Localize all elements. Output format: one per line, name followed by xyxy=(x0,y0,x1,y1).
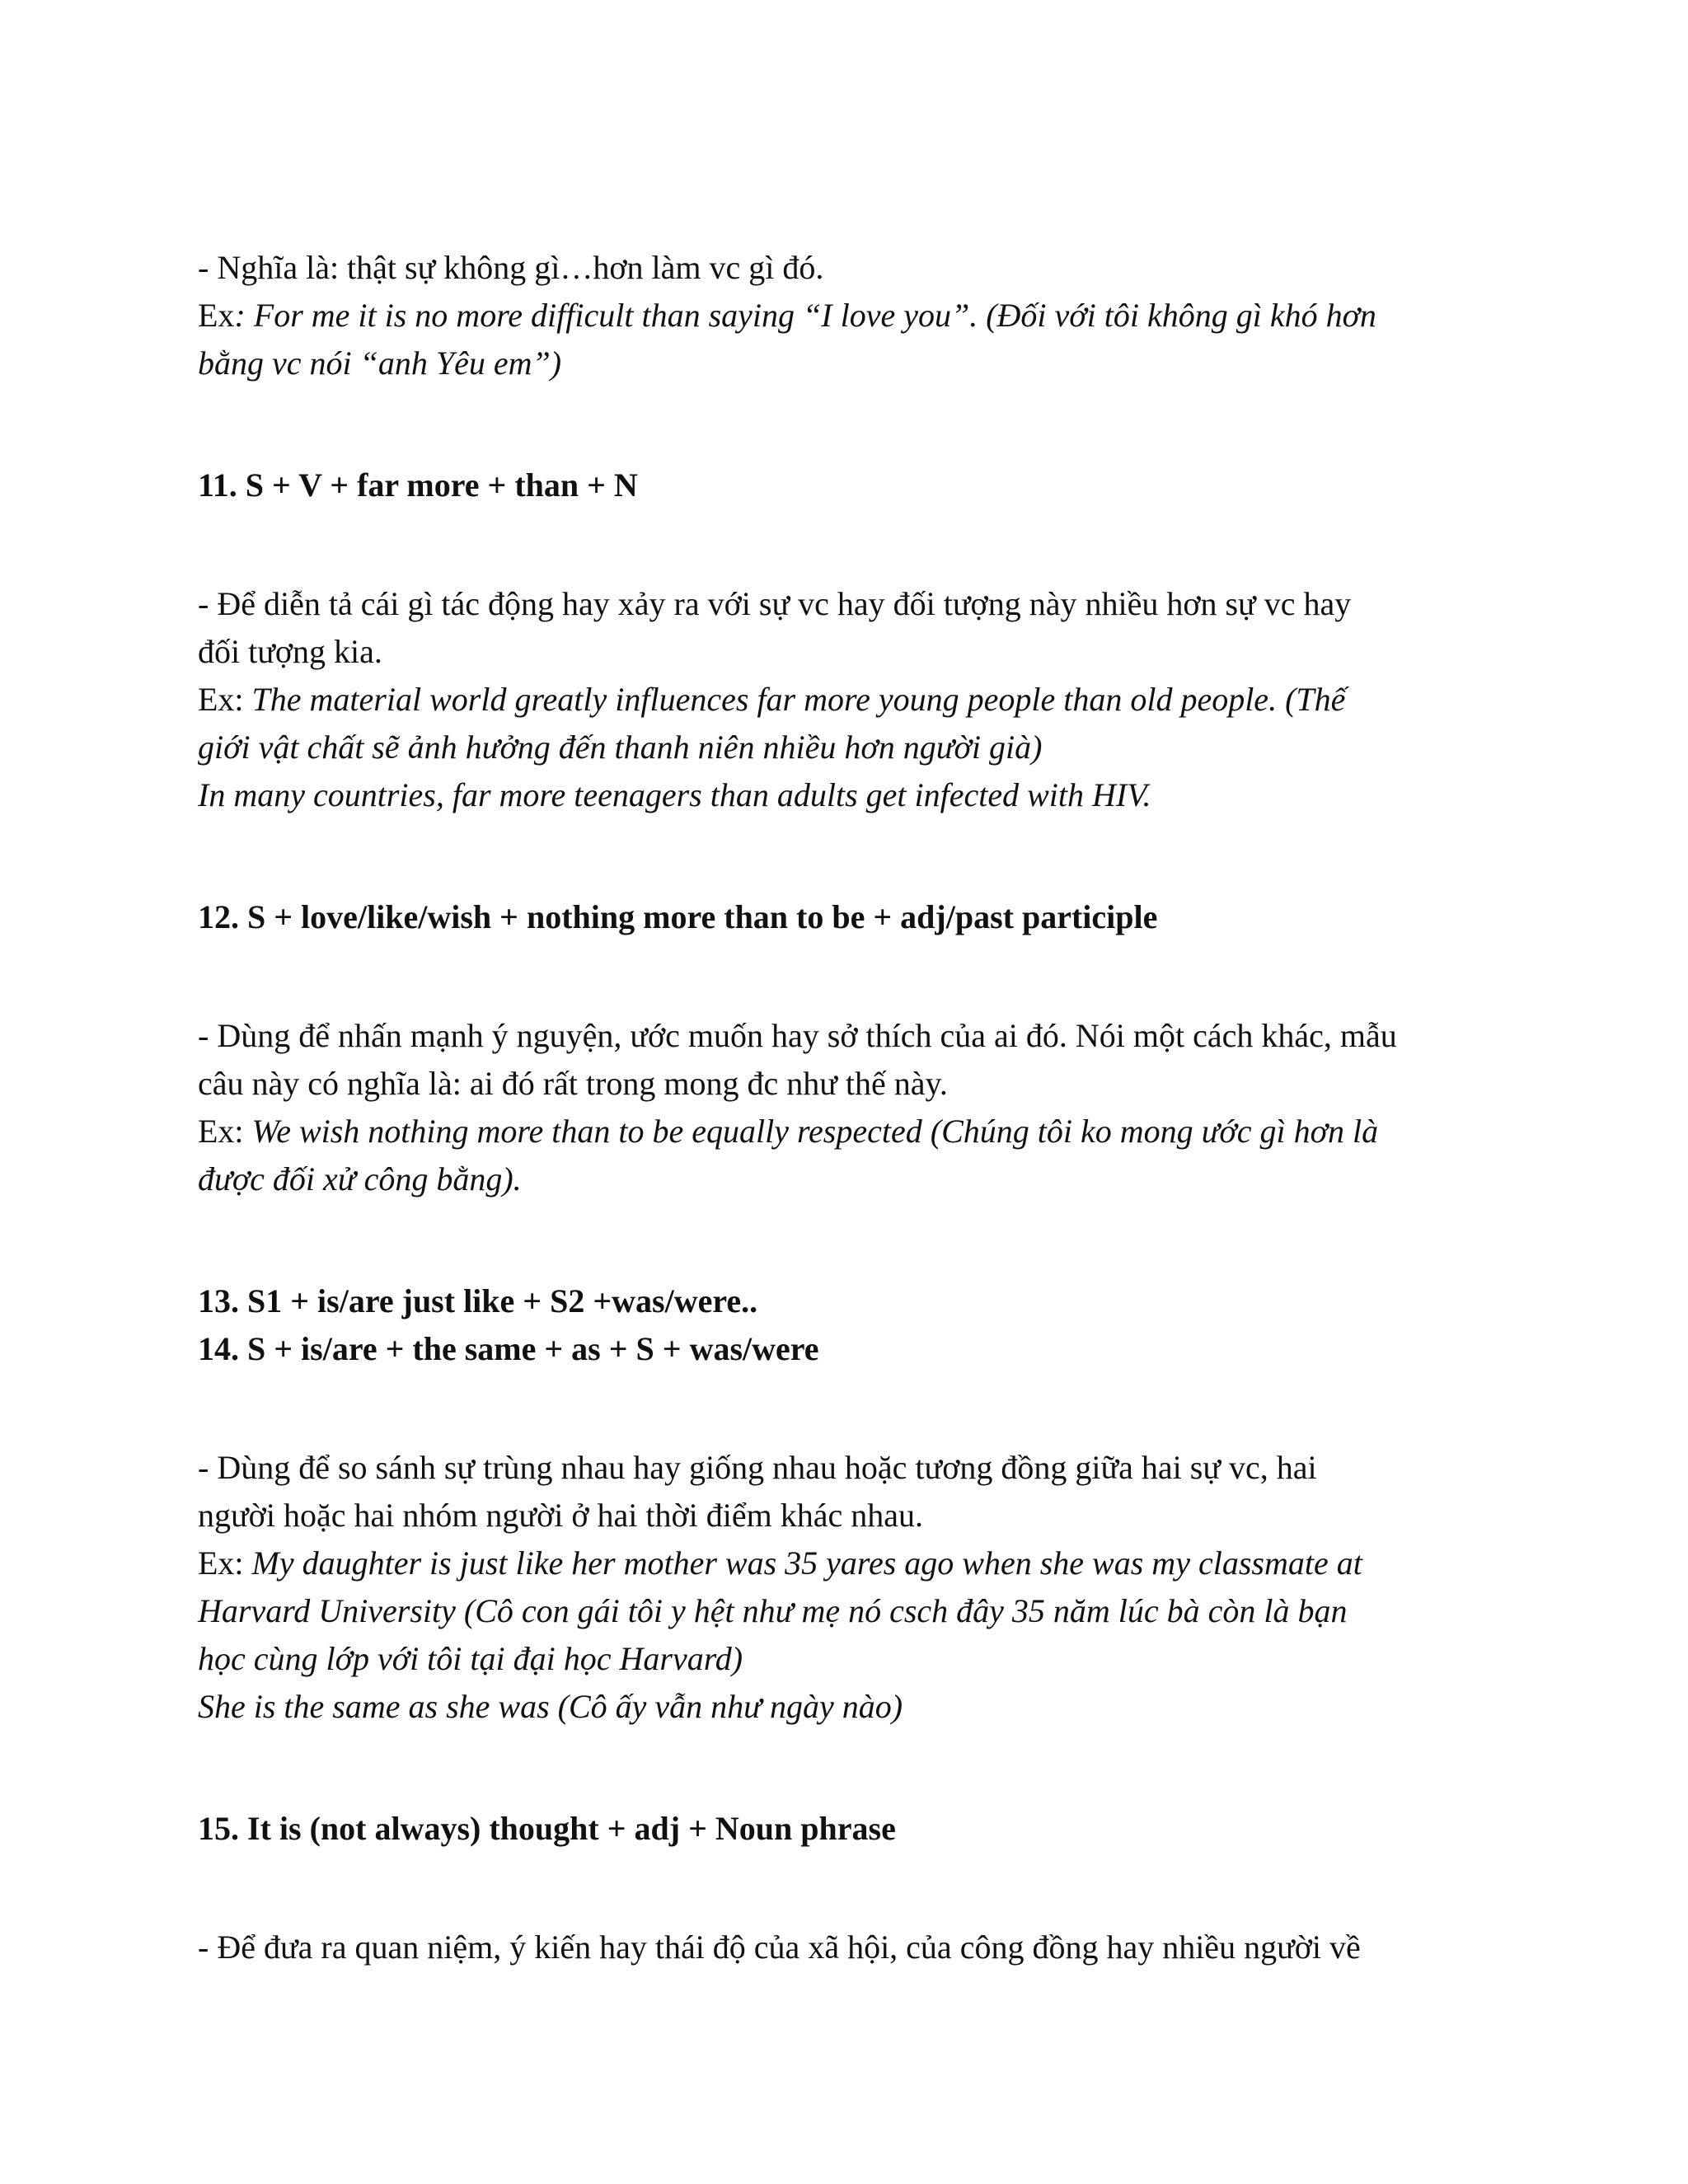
line-text: - Dùng để so sánh sự trùng nhau hay giống nhau hoặc tương đồng giữa hai sự vc, hai xyxy=(198,1449,1317,1486)
body-text-line xyxy=(198,1444,1317,1492)
line-text: In many countries, far more teenagers than adults get infected with HIV. xyxy=(198,776,1151,813)
line-text: - Dùng để nhấn mạnh ý nguyện, ước muốn hay sở thích của ai đó. Nói một cách khác, mẫu xyxy=(198,1017,1397,1054)
section-heading xyxy=(198,893,1157,941)
example-line xyxy=(198,1635,743,1683)
example-line xyxy=(198,1108,1378,1155)
line-text: 11. S + V + far more + than + N xyxy=(198,466,638,504)
body-text-line xyxy=(198,1060,948,1108)
body-text-line xyxy=(198,244,823,292)
line-text: học cùng lớp với tôi tại đại học Harvard) xyxy=(198,1640,743,1677)
line-text: We wish nothing more than to be equally respected (Chúng tôi ko mong ước gì hơn là xyxy=(251,1113,1379,1150)
line-text: 12. S + love/like/wish + nothing more than to be + adj/past participle xyxy=(198,898,1158,935)
example-line xyxy=(198,771,1151,819)
example-prefix: Ex: xyxy=(198,1113,252,1150)
section-heading xyxy=(198,1277,757,1325)
line-text: được đối xử công bằng). xyxy=(198,1160,522,1197)
line-text: giới vật chất sẽ ảnh hưởng đến thanh niên nhiều hơn người già) xyxy=(198,729,1043,766)
line-text: đối tượng kia. xyxy=(198,633,382,670)
line-text: 14. S + is/are + the same + as + S + was/were xyxy=(198,1330,819,1367)
example-line xyxy=(198,1540,1362,1587)
line-text: - Nghĩa là: thật sự không gì…hơn làm vc gì đó. xyxy=(198,249,824,286)
line-text: She is the same as she was (Cô ấy vẫn như ngày nào) xyxy=(198,1688,903,1725)
example-line xyxy=(198,1155,522,1203)
example-line xyxy=(198,724,1042,771)
line-text: - Để đưa ra quan niệm, ý kiến hay thái độ của xã hội, của công đồng hay nhiều người về xyxy=(198,1929,1361,1966)
section-heading xyxy=(198,1805,896,1853)
example-prefix: Ex: xyxy=(198,681,252,718)
body-text-line xyxy=(198,1492,923,1540)
section-heading xyxy=(198,1325,819,1373)
line-text: Harvard University (Cô con gái tôi y hệt như mẹ nó csch đây 35 năm lúc bà còn là bạn xyxy=(198,1592,1348,1629)
example-line xyxy=(198,340,561,387)
example-prefix: Ex: xyxy=(198,1544,252,1582)
line-text: - Để diễn tả cái gì tác động hay xảy ra với sự vc hay đối tượng này nhiều hơn sự vc hay xyxy=(198,585,1352,622)
line-text: 13. S1 + is/are just like + S2 +was/were.. xyxy=(198,1282,758,1319)
line-text: 15. It is (not always) thought + adj + Noun phrase xyxy=(198,1810,896,1847)
line-text: : For me it is no more difficult than saying “I love you”. (Đối với tôi không gì khó hơn xyxy=(234,297,1376,334)
body-text-line xyxy=(198,580,1351,628)
example-line xyxy=(198,1683,903,1731)
line-text: người hoặc hai nhóm người ở hai thời điểm khác nhau. xyxy=(198,1497,924,1534)
example-prefix: Ex xyxy=(198,297,235,334)
body-text-line xyxy=(198,628,382,676)
body-text-line xyxy=(198,1924,1361,1971)
section-heading xyxy=(198,462,638,509)
body-text-line xyxy=(198,1012,1397,1060)
line-text: My daughter is just like her mother was 35 yares ago when she was my classmate at xyxy=(251,1544,1362,1582)
line-text: bằng vc nói “anh Yêu em”) xyxy=(198,344,562,382)
line-text: The material world greatly influences far more young people than old people. (Thế xyxy=(251,681,1346,718)
example-line xyxy=(198,676,1345,724)
example-line xyxy=(198,292,1376,340)
line-text: câu này có nghĩa là: ai đó rất trong mong đc như thế này. xyxy=(198,1065,948,1102)
example-line xyxy=(198,1587,1348,1635)
